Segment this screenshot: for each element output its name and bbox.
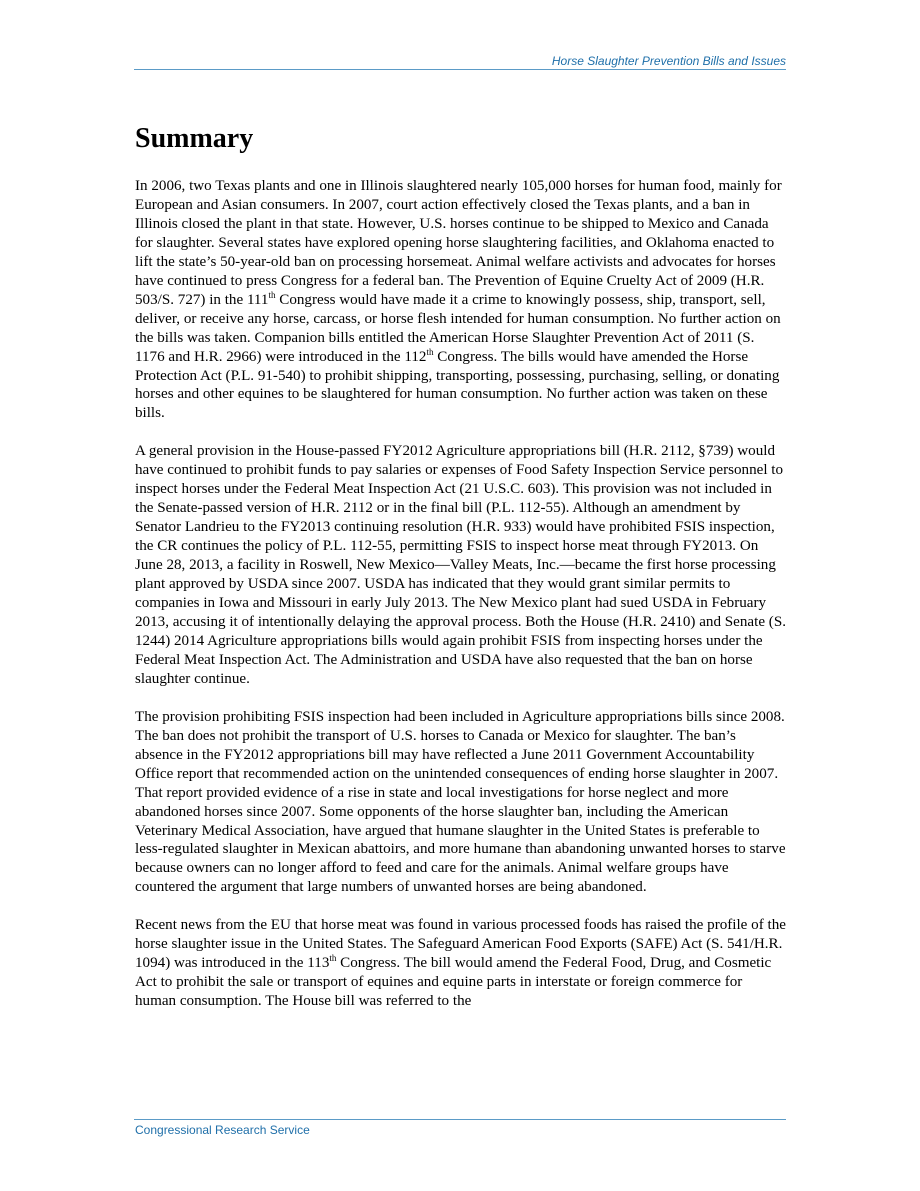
paragraph-3: The provision prohibiting FSIS inspection had been included in Agriculture appropriations bills since 2008. The ban does not prohibit the transport of U.S. horses to Canada or Mexico for slaughter. The ban’s absence in the FY2012 appropriations bill may have reflected a June 2011 Government Accountability Office report that recommended action on the unintended consequences of ending horse slaughter in 2007. That report provided evidence of a rise in state and local investigations for horse neglect and more abandoned horses since 2007. Some opponents of the horse slaughter ban, including the American Veterinary Medical Association, have argued that humane slaughter in the United States is preferable to less-regulated slaughter in Mexican abattoirs, and more humane than abandoning unwanted horses to starve because owners can no longer afford to feed and care for the animals. Animal welfare groups have countered the argument that large numbers of unwanted horses are being abandoned. — [135, 708, 786, 896]
footer-organization: Congressional Research Service — [135, 1123, 310, 1137]
section-title: Summary — [135, 123, 254, 154]
body-text — [135, 177, 787, 1030]
paragraph-2: A general provision in the House-passed FY2012 Agriculture appropriations bill (H.R. 2112, §739) would have continued to prohibit funds to pay salaries or expenses of Food Safety Inspection Service personnel to inspect horses under the Federal Meat Inspection Act (21 U.S.C. 603). This provision was not included in the Senate-passed version of H.R. 2112 or in the final bill (P.L. 112-55). Although an amendment by Senator Landrieu to the FY2013 continuing resolution (H.R. 933) would have prohibited FSIS inspection, the CR continues the policy of P.L. 112-55, permitting FSIS to inspect horse meat through FY2013. On June 28, 2013, a facility in Roswell, New Mexico—Valley Meats, Inc.—became the first horse processing plant approved by USDA since 2007. USDA has indicated that they would grant similar permits to companies in Iowa and Missouri in early July 2013. The New Mexico plant had sued USDA in February 2013, accusing it of intentionally delaying the approval process. Both the House (H.R. 2410) and Senate (S. 1244) 2014 Agriculture appropriations bills would again prohibit FSIS from inspecting horses under the Federal Meat Inspection Act. The Administration and USDA have also requested that the ban on horse slaughter continue. — [135, 443, 786, 687]
paragraph-1-part-b: Congress would have made it a crime to knowingly possess, ship, transport, sell, deliver, or receive any horse, carcass, or horse flesh intended for human consumption. No further action on the bills was taken. Companion bills entitled the American Horse Slaughter Prevention Act of 2011 (S. 1176 and H.R. 2966) were introduced in the 112 — [135, 291, 781, 365]
ordinal-superscript: th — [268, 289, 276, 300]
paragraph-1-part-c: Congress. The bills would have amended the Horse Protection Act (P.L. 91-540) to prohibit shipping, transporting, possessing, purchasing, selling, or donating horses and other equines to be slaughtered for human consumption. No further action was taken on these bills. — [135, 348, 780, 422]
running-header: Horse Slaughter Prevention Bills and Issues — [551, 54, 786, 68]
ordinal-superscript: th — [329, 953, 337, 964]
paragraph-4-part-b: Congress. The bill would amend the Federal Food, Drug, and Cosmetic Act to prohibit the sale or transport of equines and equine parts in interstate or foreign commerce for human consumption. The House bill was referred to the — [135, 955, 772, 1010]
paragraph-4-part-a: Recent news from the EU that horse meat was found in various processed foods has raised the profile of the horse slaughter issue in the United States. The Safeguard American Food Exports (SAFE) Act (S. 541/H.R. 1094) was introduced in the 113 — [135, 917, 786, 972]
paragraph-1 — [135, 177, 787, 423]
header-divider — [134, 69, 786, 70]
footer-divider — [134, 1119, 786, 1120]
paragraph-4 — [135, 916, 787, 1011]
ordinal-superscript: th — [426, 346, 434, 357]
paragraph-1-part-a: In 2006, two Texas plants and one in Illinois slaughtered nearly 105,000 horses for human food, mainly for European and Asian consumers. In 2007, court action effectively closed the Texas plants, and a ban in Illinois closed the plant in that state. However, U.S. horses continue to be shipped to Mexico and Canada for slaughter. Several states have explored opening horse slaughtering facilities, and Oklahoma enacted to lift the state’s 50-year-old ban on processing horsemeat. Animal welfare activists and advocates for horses have continued to press Congress for a federal ban. The Prevention of Equine Cruelty Act of 2009 (H.R. 503/S. 727) in the 111 — [135, 178, 782, 308]
